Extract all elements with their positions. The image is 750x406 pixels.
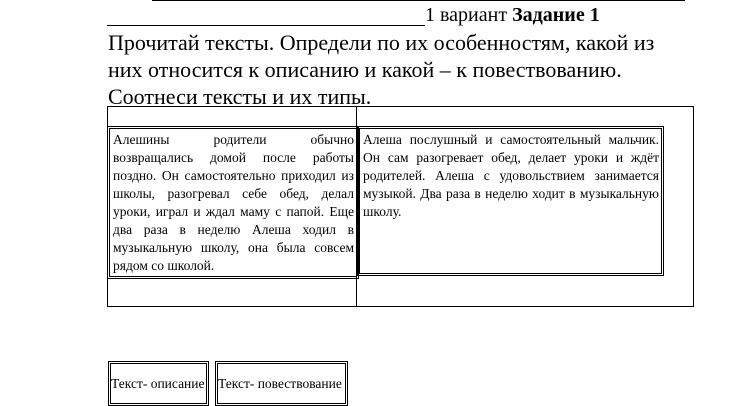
text-box-right: Алеша послушный и самостоятельный мальчик. Он сам разогревает обед, делает уроки и ждёт родителей. Алеша с удовольствием занимается музыкой. Два раза в неделю ходит в музыкальную школу.	[359, 128, 662, 274]
instruction-line: Соотнеси тексты и их типы.	[108, 84, 372, 109]
instruction-line: Прочитай тексты. Определи по их особенностям, какой из	[108, 30, 655, 55]
label-narration[interactable]: Текст- повествование	[215, 361, 348, 406]
top-rule	[152, 0, 685, 1]
text-box-left: Алешины родители обычно возвращались домой после работы поздно. Он самостоятельно приходил из школы, разогревал себе обед, делал уроки, играл и ждал маму с папой. Еще два раза в неделю Алеша ходил в музыкальную школу, она была совсем рядом со школой.	[109, 128, 357, 277]
instruction-line: них относится к описанию и какой – к повествованию.	[108, 57, 622, 82]
label-description[interactable]: Текст- описание	[108, 361, 209, 406]
task-title: Задание 1	[512, 4, 600, 26]
task-heading	[107, 4, 600, 26]
name-blank-line	[107, 7, 425, 26]
type-labels	[108, 361, 348, 403]
instructions	[108, 29, 708, 110]
variant-label: 1 вариант	[425, 4, 508, 26]
